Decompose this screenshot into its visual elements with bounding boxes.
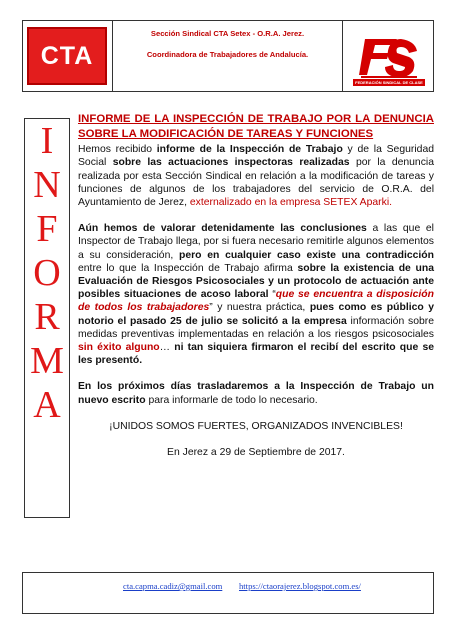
letterhead-text	[113, 21, 343, 91]
fsc-logo-cell	[343, 21, 433, 91]
letterhead	[22, 20, 434, 92]
paragraph-2	[78, 222, 434, 367]
text-bold: informe de la Inspección de Trabajo	[156, 144, 343, 156]
text: por la denuncia realizada por esta Sección Sindical en relación a la modificación de tareas y funciones de algunos de los trabajadores del servicio de O.R.A. del Ayuntamiento de Jerez,	[78, 157, 434, 208]
text: ” y nuestra práctica,	[209, 302, 310, 314]
side-letter: R	[34, 296, 60, 338]
text-bold: sobre las actuaciones inspectoras realizadas	[112, 157, 350, 169]
paragraph-3	[78, 380, 434, 406]
text: “	[268, 289, 276, 301]
quote-red: que se encuentra a disposición de todos los trabajadores	[78, 289, 434, 314]
text: Hemos recibido	[78, 144, 157, 156]
section-name: Sección Sindical CTA Setex - O.R.A. Jerez.	[150, 29, 305, 38]
text: …	[159, 342, 175, 354]
cta-logo: CTA	[27, 27, 107, 85]
text: para informarle de todo lo necesario.	[145, 394, 318, 406]
text: y de la Seguridad Social	[78, 144, 434, 169]
fsc-logo	[357, 35, 421, 81]
blog-link[interactable]: https://ctaorajerez.blogspot.com.es/	[239, 581, 361, 591]
document-body	[78, 112, 434, 472]
side-letter: I	[40, 120, 54, 162]
text: información sobre medidas preventivas implementadas en relación a los riesgos psicosociales	[78, 315, 434, 340]
text-bold: pero en cualquier caso existe una contradicción	[178, 249, 435, 261]
side-letter: F	[36, 208, 58, 250]
text-bold: Aún hemos de valorar detenidamente las conclusiones	[78, 223, 367, 235]
text-red: externalizado en la empresa SETEX Aparki.	[189, 197, 393, 208]
text: entre lo que la Inspección de Trabajo afirma	[78, 262, 298, 274]
side-letter: M	[30, 340, 64, 382]
text: a las que el Inspector de Trabajo llega, por si fuera necesario remitirle algunos elementos a su consideración,	[78, 223, 434, 261]
coordinator-name: Coordinadora de Trabajadores de Andalucía.	[146, 50, 309, 59]
text-red-bold: sin éxito alguno	[78, 342, 160, 354]
fsc-caption: FEDERACIÓN SINDICAL DE CLASE	[353, 79, 425, 86]
date-line: En Jerez a 29 de Septiembre de 2017.	[167, 447, 345, 459]
side-letter: A	[33, 384, 61, 426]
footer	[22, 572, 434, 614]
email-link[interactable]: cta.capma.cadiz@gmail.com	[123, 581, 223, 591]
slogan: ¡UNIDOS SOMOS FUERTES, ORGANIZADOS INVENCIBLES!	[109, 420, 403, 432]
document-title: INFORME DE LA INSPECCIÓN DE TRABAJO POR LA DENUNCIA SOBRE LA MODIFICACIÓN DE TAREAS Y FUNCIONES	[78, 113, 434, 140]
text-bold: En los próximos días trasladaremos a la Inspección de Trabajo un nuevo escrito	[78, 381, 434, 406]
informa-sidebar	[24, 118, 70, 518]
text-bold: pues como es público y notorio el pasado 25 de julio se solicitó a la empresa	[78, 302, 435, 327]
text-bold: sobre la existencia de una Evaluación de Riesgos Psicosociales y un protocolo de actuación ante posibles situaciones de acoso laboral	[78, 262, 434, 301]
paragraph-1	[78, 143, 434, 209]
side-letter: N	[33, 164, 61, 206]
side-letter: O	[33, 252, 61, 294]
cta-logo-cell	[23, 21, 113, 91]
text-bold: ni tan siquiera firmaron el recibí del escrito que se les presentó.	[78, 342, 435, 367]
